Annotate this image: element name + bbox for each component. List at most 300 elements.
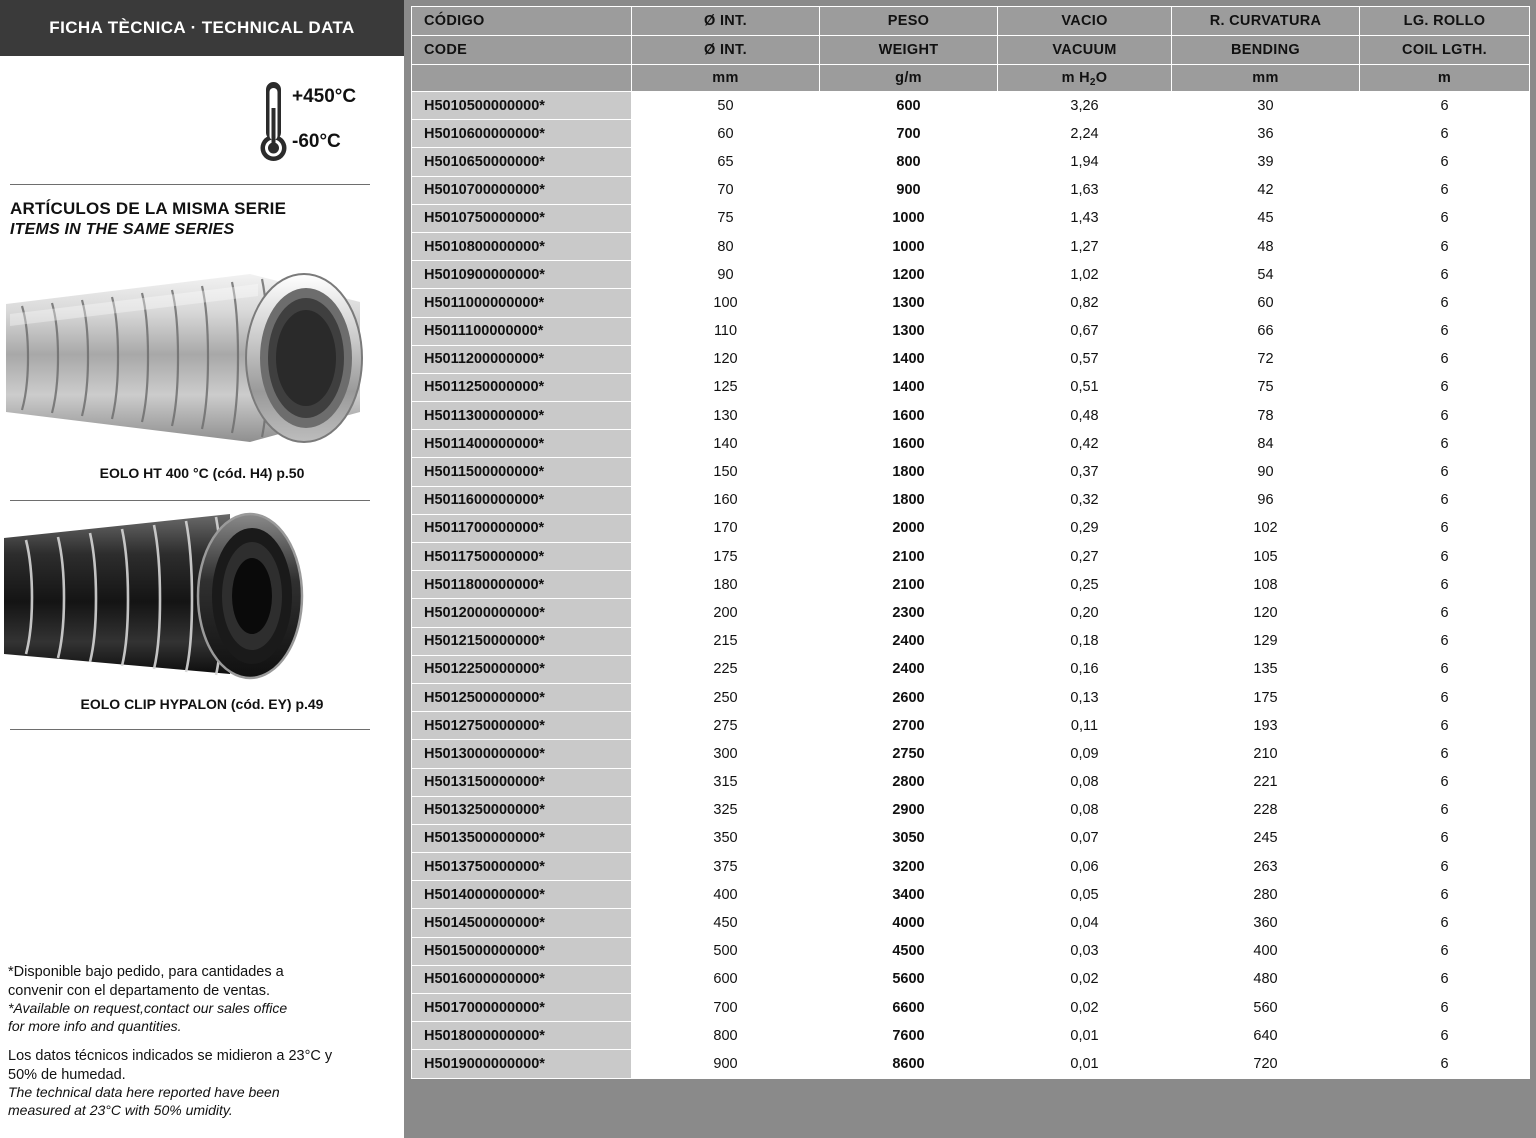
cell-bending: 560 (1172, 994, 1360, 1022)
unit-bending: mm (1172, 65, 1360, 92)
table-row[interactable] (412, 1050, 1530, 1078)
cell-vacuum: 0,11 (998, 712, 1172, 740)
table-header-row-es (412, 7, 1530, 36)
cell-vacuum: 0,03 (998, 937, 1172, 965)
cell-weight: 2750 (820, 740, 998, 768)
table-row[interactable] (412, 627, 1530, 655)
cell-code: H5014500000000* (412, 909, 632, 937)
cell-diameter: 75 (632, 204, 820, 232)
cell-weight: 2300 (820, 599, 998, 627)
table-row[interactable] (412, 712, 1530, 740)
unit-vacuum (998, 65, 1172, 92)
table-row[interactable] (412, 740, 1530, 768)
cell-bending: 105 (1172, 543, 1360, 571)
cell-diameter: 800 (632, 1022, 820, 1050)
cell-coil: 6 (1360, 373, 1530, 401)
series-product-2[interactable] (0, 508, 404, 712)
divider-bottom (10, 729, 370, 730)
cell-vacuum: 0,08 (998, 768, 1172, 796)
cell-coil: 6 (1360, 796, 1530, 824)
cell-diameter: 125 (632, 373, 820, 401)
note-measure-es-1: Los datos técnicos indicados se midieron a 23°C y (8, 1048, 333, 1064)
cell-weight: 1000 (820, 232, 998, 260)
cell-diameter: 400 (632, 881, 820, 909)
table-row[interactable] (412, 345, 1530, 373)
cell-vacuum: 0,25 (998, 571, 1172, 599)
cell-coil: 6 (1360, 994, 1530, 1022)
cell-weight: 3050 (820, 824, 998, 852)
temperature-range (255, 78, 385, 170)
unit-coil: m (1360, 65, 1530, 92)
cell-bending: 36 (1172, 120, 1360, 148)
cell-code: H5016000000000* (412, 965, 632, 993)
cell-bending: 42 (1172, 176, 1360, 204)
cell-vacuum: 0,05 (998, 881, 1172, 909)
cell-diameter: 275 (632, 712, 820, 740)
cell-diameter: 500 (632, 937, 820, 965)
cell-coil: 6 (1360, 655, 1530, 683)
cell-bending: 245 (1172, 824, 1360, 852)
table-row[interactable] (412, 994, 1530, 1022)
col-header-bending-en: BENDING (1172, 36, 1360, 65)
cell-weight: 700 (820, 120, 998, 148)
cell-coil: 6 (1360, 683, 1530, 711)
cell-diameter: 375 (632, 853, 820, 881)
cell-weight: 7600 (820, 1022, 998, 1050)
series-product-1-caption: EOLO HT 400 °C (cód. H4) p.50 (99, 465, 305, 481)
cell-weight: 2900 (820, 796, 998, 824)
cell-coil: 6 (1360, 599, 1530, 627)
cell-weight: 1600 (820, 430, 998, 458)
note-availability-en-2: for more info and quantities. (8, 1018, 182, 1034)
cell-bending: 193 (1172, 712, 1360, 740)
cell-diameter: 150 (632, 458, 820, 486)
col-header-diameter-en: Ø INT. (632, 36, 820, 65)
table-row[interactable] (412, 232, 1530, 260)
cell-diameter: 65 (632, 148, 820, 176)
table-row[interactable] (412, 430, 1530, 458)
cell-weight: 1800 (820, 486, 998, 514)
cell-diameter: 700 (632, 994, 820, 1022)
cell-code: H5011800000000* (412, 571, 632, 599)
series-product-2-caption: EOLO CLIP HYPALON (cód. EY) p.49 (80, 696, 324, 712)
cell-coil: 6 (1360, 92, 1530, 120)
cell-code: H5011750000000* (412, 543, 632, 571)
cell-coil: 6 (1360, 881, 1530, 909)
cell-diameter: 60 (632, 120, 820, 148)
table-row[interactable] (412, 373, 1530, 401)
cell-bending: 175 (1172, 683, 1360, 711)
col-header-coil-es: LG. ROLLO (1360, 7, 1530, 36)
cell-diameter: 110 (632, 317, 820, 345)
cell-coil: 6 (1360, 458, 1530, 486)
cell-bending: 45 (1172, 204, 1360, 232)
cell-weight: 4500 (820, 937, 998, 965)
cell-code: H5013150000000* (412, 768, 632, 796)
divider-middle (10, 500, 370, 501)
table-row[interactable] (412, 148, 1530, 176)
cell-code: H5013000000000* (412, 740, 632, 768)
table-header-row-en (412, 36, 1530, 65)
cell-bending: 221 (1172, 768, 1360, 796)
cell-weight: 1200 (820, 261, 998, 289)
cell-code: H5012150000000* (412, 627, 632, 655)
cell-coil: 6 (1360, 1050, 1530, 1078)
cell-diameter: 225 (632, 655, 820, 683)
cell-coil: 6 (1360, 261, 1530, 289)
cell-weight: 1000 (820, 204, 998, 232)
cell-code: H5010500000000* (412, 92, 632, 120)
cell-vacuum: 0,18 (998, 627, 1172, 655)
table-row[interactable] (412, 881, 1530, 909)
cell-code: H5011250000000* (412, 373, 632, 401)
col-header-weight-en: WEIGHT (820, 36, 998, 65)
cell-diameter: 140 (632, 430, 820, 458)
note-measure-en-1: The technical data here reported have been (8, 1084, 280, 1101)
thermometer-icon (255, 78, 295, 170)
cell-bending: 48 (1172, 232, 1360, 260)
cell-code: H5011400000000* (412, 430, 632, 458)
cell-bending: 54 (1172, 261, 1360, 289)
cell-bending: 90 (1172, 458, 1360, 486)
cell-code: H5014000000000* (412, 881, 632, 909)
cell-weight: 1400 (820, 345, 998, 373)
cell-coil: 6 (1360, 543, 1530, 571)
cell-diameter: 90 (632, 261, 820, 289)
table-row[interactable] (412, 486, 1530, 514)
cell-bending: 210 (1172, 740, 1360, 768)
cell-vacuum: 0,42 (998, 430, 1172, 458)
cell-weight: 900 (820, 176, 998, 204)
cell-coil: 6 (1360, 402, 1530, 430)
cell-diameter: 250 (632, 683, 820, 711)
black-flexible-duct-hose (0, 508, 404, 688)
cell-coil: 6 (1360, 148, 1530, 176)
cell-diameter: 100 (632, 289, 820, 317)
cell-vacuum: 0,48 (998, 402, 1172, 430)
cell-vacuum: 0,07 (998, 824, 1172, 852)
page-title: FICHA TÈCNICA · TECHNICAL DATA (49, 18, 355, 37)
cell-diameter: 900 (632, 1050, 820, 1078)
series-label-es: ARTÍCULOS DE LA MISMA SERIE (10, 199, 287, 218)
cell-weight: 1300 (820, 317, 998, 345)
cell-code: H5012250000000* (412, 655, 632, 683)
cell-vacuum: 0,27 (998, 543, 1172, 571)
cell-code: H5010600000000* (412, 120, 632, 148)
unit-weight: g/m (820, 65, 998, 92)
cell-coil: 6 (1360, 486, 1530, 514)
cell-coil: 6 (1360, 965, 1530, 993)
cell-weight: 5600 (820, 965, 998, 993)
cell-coil: 6 (1360, 317, 1530, 345)
cell-bending: 120 (1172, 599, 1360, 627)
table-head (412, 7, 1530, 92)
table-unit-row (412, 65, 1530, 92)
table-row[interactable] (412, 683, 1530, 711)
cell-coil: 6 (1360, 289, 1530, 317)
cell-vacuum: 0,37 (998, 458, 1172, 486)
cell-code: H5018000000000* (412, 1022, 632, 1050)
cell-bending: 75 (1172, 373, 1360, 401)
cell-coil: 6 (1360, 712, 1530, 740)
cell-diameter: 215 (632, 627, 820, 655)
table-row[interactable] (412, 176, 1530, 204)
table-row[interactable] (412, 92, 1530, 120)
cell-weight: 1800 (820, 458, 998, 486)
cell-vacuum: 1,94 (998, 148, 1172, 176)
cell-weight: 800 (820, 148, 998, 176)
cell-bending: 102 (1172, 514, 1360, 542)
cell-coil: 6 (1360, 176, 1530, 204)
cell-vacuum: 1,02 (998, 261, 1172, 289)
note-availability-es-1: *Disponible bajo pedido, para cantidades a (8, 964, 284, 980)
cell-code: H5010900000000* (412, 261, 632, 289)
cell-weight: 6600 (820, 994, 998, 1022)
cell-coil: 6 (1360, 627, 1530, 655)
series-heading (10, 199, 390, 239)
cell-bending: 66 (1172, 317, 1360, 345)
cell-weight: 3400 (820, 881, 998, 909)
cell-weight: 2100 (820, 571, 998, 599)
table-row[interactable] (412, 543, 1530, 571)
cell-diameter: 160 (632, 486, 820, 514)
table-row[interactable] (412, 120, 1530, 148)
cell-bending: 400 (1172, 937, 1360, 965)
cell-code: H5010800000000* (412, 232, 632, 260)
table-row[interactable] (412, 571, 1530, 599)
cell-bending: 78 (1172, 402, 1360, 430)
cell-coil: 6 (1360, 345, 1530, 373)
table-row[interactable] (412, 1022, 1530, 1050)
cell-vacuum: 0,20 (998, 599, 1172, 627)
cell-vacuum: 0,67 (998, 317, 1172, 345)
cell-weight: 2800 (820, 768, 998, 796)
cell-vacuum: 1,43 (998, 204, 1172, 232)
table-row[interactable] (412, 514, 1530, 542)
cell-coil: 6 (1360, 909, 1530, 937)
cell-code: H5013250000000* (412, 796, 632, 824)
cell-bending: 480 (1172, 965, 1360, 993)
series-product-1[interactable] (0, 262, 404, 481)
cell-vacuum: 0,13 (998, 683, 1172, 711)
col-header-code-es: CÓDIGO (412, 7, 632, 36)
technical-data-table (411, 6, 1530, 1079)
cell-bending: 72 (1172, 345, 1360, 373)
cell-bending: 39 (1172, 148, 1360, 176)
cell-code: H5011000000000* (412, 289, 632, 317)
table-row[interactable] (412, 824, 1530, 852)
cell-diameter: 315 (632, 768, 820, 796)
cell-bending: 360 (1172, 909, 1360, 937)
series-label-en: ITEMS IN THE SAME SERIES (10, 221, 235, 238)
cell-vacuum: 0,82 (998, 289, 1172, 317)
cell-diameter: 80 (632, 232, 820, 260)
cell-code: H5010650000000* (412, 148, 632, 176)
left-info-panel (0, 0, 404, 1138)
cell-weight: 1300 (820, 289, 998, 317)
cell-coil: 6 (1360, 937, 1530, 965)
cell-diameter: 170 (632, 514, 820, 542)
table-row[interactable] (412, 655, 1530, 683)
cell-code: H5015000000000* (412, 937, 632, 965)
cell-vacuum: 0,57 (998, 345, 1172, 373)
cell-vacuum: 1,63 (998, 176, 1172, 204)
cell-diameter: 180 (632, 571, 820, 599)
cell-vacuum: 0,02 (998, 965, 1172, 993)
note-availability-en-1: *Available on request,contact our sales office (8, 1000, 288, 1017)
cell-coil: 6 (1360, 571, 1530, 599)
note-measure-es-2: 50% de humedad. (8, 1066, 126, 1083)
cell-bending: 228 (1172, 796, 1360, 824)
cell-vacuum: 0,51 (998, 373, 1172, 401)
cell-vacuum: 0,29 (998, 514, 1172, 542)
cell-coil: 6 (1360, 232, 1530, 260)
table-row[interactable] (412, 796, 1530, 824)
table-row[interactable] (412, 853, 1530, 881)
table-row[interactable] (412, 937, 1530, 965)
cell-weight: 1600 (820, 402, 998, 430)
cell-weight: 8600 (820, 1050, 998, 1078)
cell-vacuum: 0,02 (998, 994, 1172, 1022)
cell-vacuum: 0,04 (998, 909, 1172, 937)
table-row[interactable] (412, 909, 1530, 937)
col-header-coil-en: COIL LGTH. (1360, 36, 1530, 65)
cell-vacuum: 0,06 (998, 853, 1172, 881)
cell-weight: 2400 (820, 655, 998, 683)
cell-weight: 4000 (820, 909, 998, 937)
notes-availability (8, 963, 396, 1036)
cell-bending: 135 (1172, 655, 1360, 683)
cell-vacuum: 0,32 (998, 486, 1172, 514)
cell-vacuum: 0,01 (998, 1022, 1172, 1050)
cell-code: H5017000000000* (412, 994, 632, 1022)
unit-diameter: mm (632, 65, 820, 92)
cell-bending: 60 (1172, 289, 1360, 317)
col-header-bending-es: R. CURVATURA (1172, 7, 1360, 36)
page-title-bar (0, 0, 404, 56)
divider-top (10, 184, 370, 185)
cell-weight: 2700 (820, 712, 998, 740)
col-header-weight-es: PESO (820, 7, 998, 36)
cell-vacuum: 0,01 (998, 1050, 1172, 1078)
cell-weight: 2600 (820, 683, 998, 711)
cell-diameter: 120 (632, 345, 820, 373)
cell-weight: 3200 (820, 853, 998, 881)
note-measure-en-2: measured at 23°C with 50% umidity. (8, 1102, 233, 1118)
table-row[interactable] (412, 402, 1530, 430)
cell-bending: 129 (1172, 627, 1360, 655)
cell-coil: 6 (1360, 824, 1530, 852)
unit-code (412, 65, 632, 92)
col-header-vacuum-en: VACUUM (998, 36, 1172, 65)
cell-weight: 2000 (820, 514, 998, 542)
cell-coil: 6 (1360, 853, 1530, 881)
cell-code: H5011200000000* (412, 345, 632, 373)
cell-diameter: 70 (632, 176, 820, 204)
table-row[interactable] (412, 289, 1530, 317)
cell-code: H5013750000000* (412, 853, 632, 881)
table-row[interactable] (412, 458, 1530, 486)
cell-coil: 6 (1360, 514, 1530, 542)
cell-code: H5010700000000* (412, 176, 632, 204)
col-header-vacuum-es: VACIO (998, 7, 1172, 36)
cell-diameter: 450 (632, 909, 820, 937)
cell-code: H5010750000000* (412, 204, 632, 232)
cell-bending: 84 (1172, 430, 1360, 458)
cell-code: H5011300000000* (412, 402, 632, 430)
temperature-min: -60°C (292, 131, 341, 152)
technical-table-panel (404, 0, 1536, 1138)
cell-coil: 6 (1360, 768, 1530, 796)
cell-diameter: 130 (632, 402, 820, 430)
cell-bending: 720 (1172, 1050, 1360, 1078)
table-row[interactable] (412, 204, 1530, 232)
cell-bending: 263 (1172, 853, 1360, 881)
cell-diameter: 300 (632, 740, 820, 768)
cell-diameter: 50 (632, 92, 820, 120)
cell-coil: 6 (1360, 204, 1530, 232)
cell-code: H5019000000000* (412, 1050, 632, 1078)
cell-diameter: 600 (632, 965, 820, 993)
cell-code: H5011600000000* (412, 486, 632, 514)
temperature-max: +450°C (292, 86, 357, 107)
cell-bending: 96 (1172, 486, 1360, 514)
cell-vacuum: 0,16 (998, 655, 1172, 683)
table-row[interactable] (412, 965, 1530, 993)
cell-bending: 640 (1172, 1022, 1360, 1050)
table-row[interactable] (412, 261, 1530, 289)
note-availability-es-2: convenir con el departamento de ventas. (8, 982, 270, 999)
cell-code: H5011500000000* (412, 458, 632, 486)
unit-vacuum-sub: 2 (1089, 77, 1096, 88)
cell-coil: 6 (1360, 120, 1530, 148)
cell-code: H5012000000000* (412, 599, 632, 627)
cell-code: H5012750000000* (412, 712, 632, 740)
cell-code: H5011100000000* (412, 317, 632, 345)
unit-vacuum-suffix: O (1095, 70, 1108, 86)
col-header-code-en: CODE (412, 36, 632, 65)
cell-diameter: 325 (632, 796, 820, 824)
cell-weight: 1400 (820, 373, 998, 401)
table-body (412, 92, 1530, 1079)
cell-vacuum: 3,26 (998, 92, 1172, 120)
cell-code: H5012500000000* (412, 683, 632, 711)
cell-vacuum: 1,27 (998, 232, 1172, 260)
cell-coil: 6 (1360, 740, 1530, 768)
notes-measurement (8, 1047, 396, 1120)
cell-weight: 2400 (820, 627, 998, 655)
cell-diameter: 175 (632, 543, 820, 571)
cell-coil: 6 (1360, 1022, 1530, 1050)
cell-weight: 600 (820, 92, 998, 120)
table-row[interactable] (412, 599, 1530, 627)
cell-bending: 280 (1172, 881, 1360, 909)
cell-bending: 108 (1172, 571, 1360, 599)
cell-code: H5013500000000* (412, 824, 632, 852)
grey-flexible-duct-hose (0, 262, 404, 457)
cell-vacuum: 0,09 (998, 740, 1172, 768)
cell-vacuum: 0,08 (998, 796, 1172, 824)
cell-vacuum: 2,24 (998, 120, 1172, 148)
cell-code: H5011700000000* (412, 514, 632, 542)
cell-weight: 2100 (820, 543, 998, 571)
cell-diameter: 200 (632, 599, 820, 627)
table-row[interactable] (412, 317, 1530, 345)
col-header-diameter-es: Ø INT. (632, 7, 820, 36)
cell-coil: 6 (1360, 430, 1530, 458)
cell-diameter: 350 (632, 824, 820, 852)
table-row[interactable] (412, 768, 1530, 796)
